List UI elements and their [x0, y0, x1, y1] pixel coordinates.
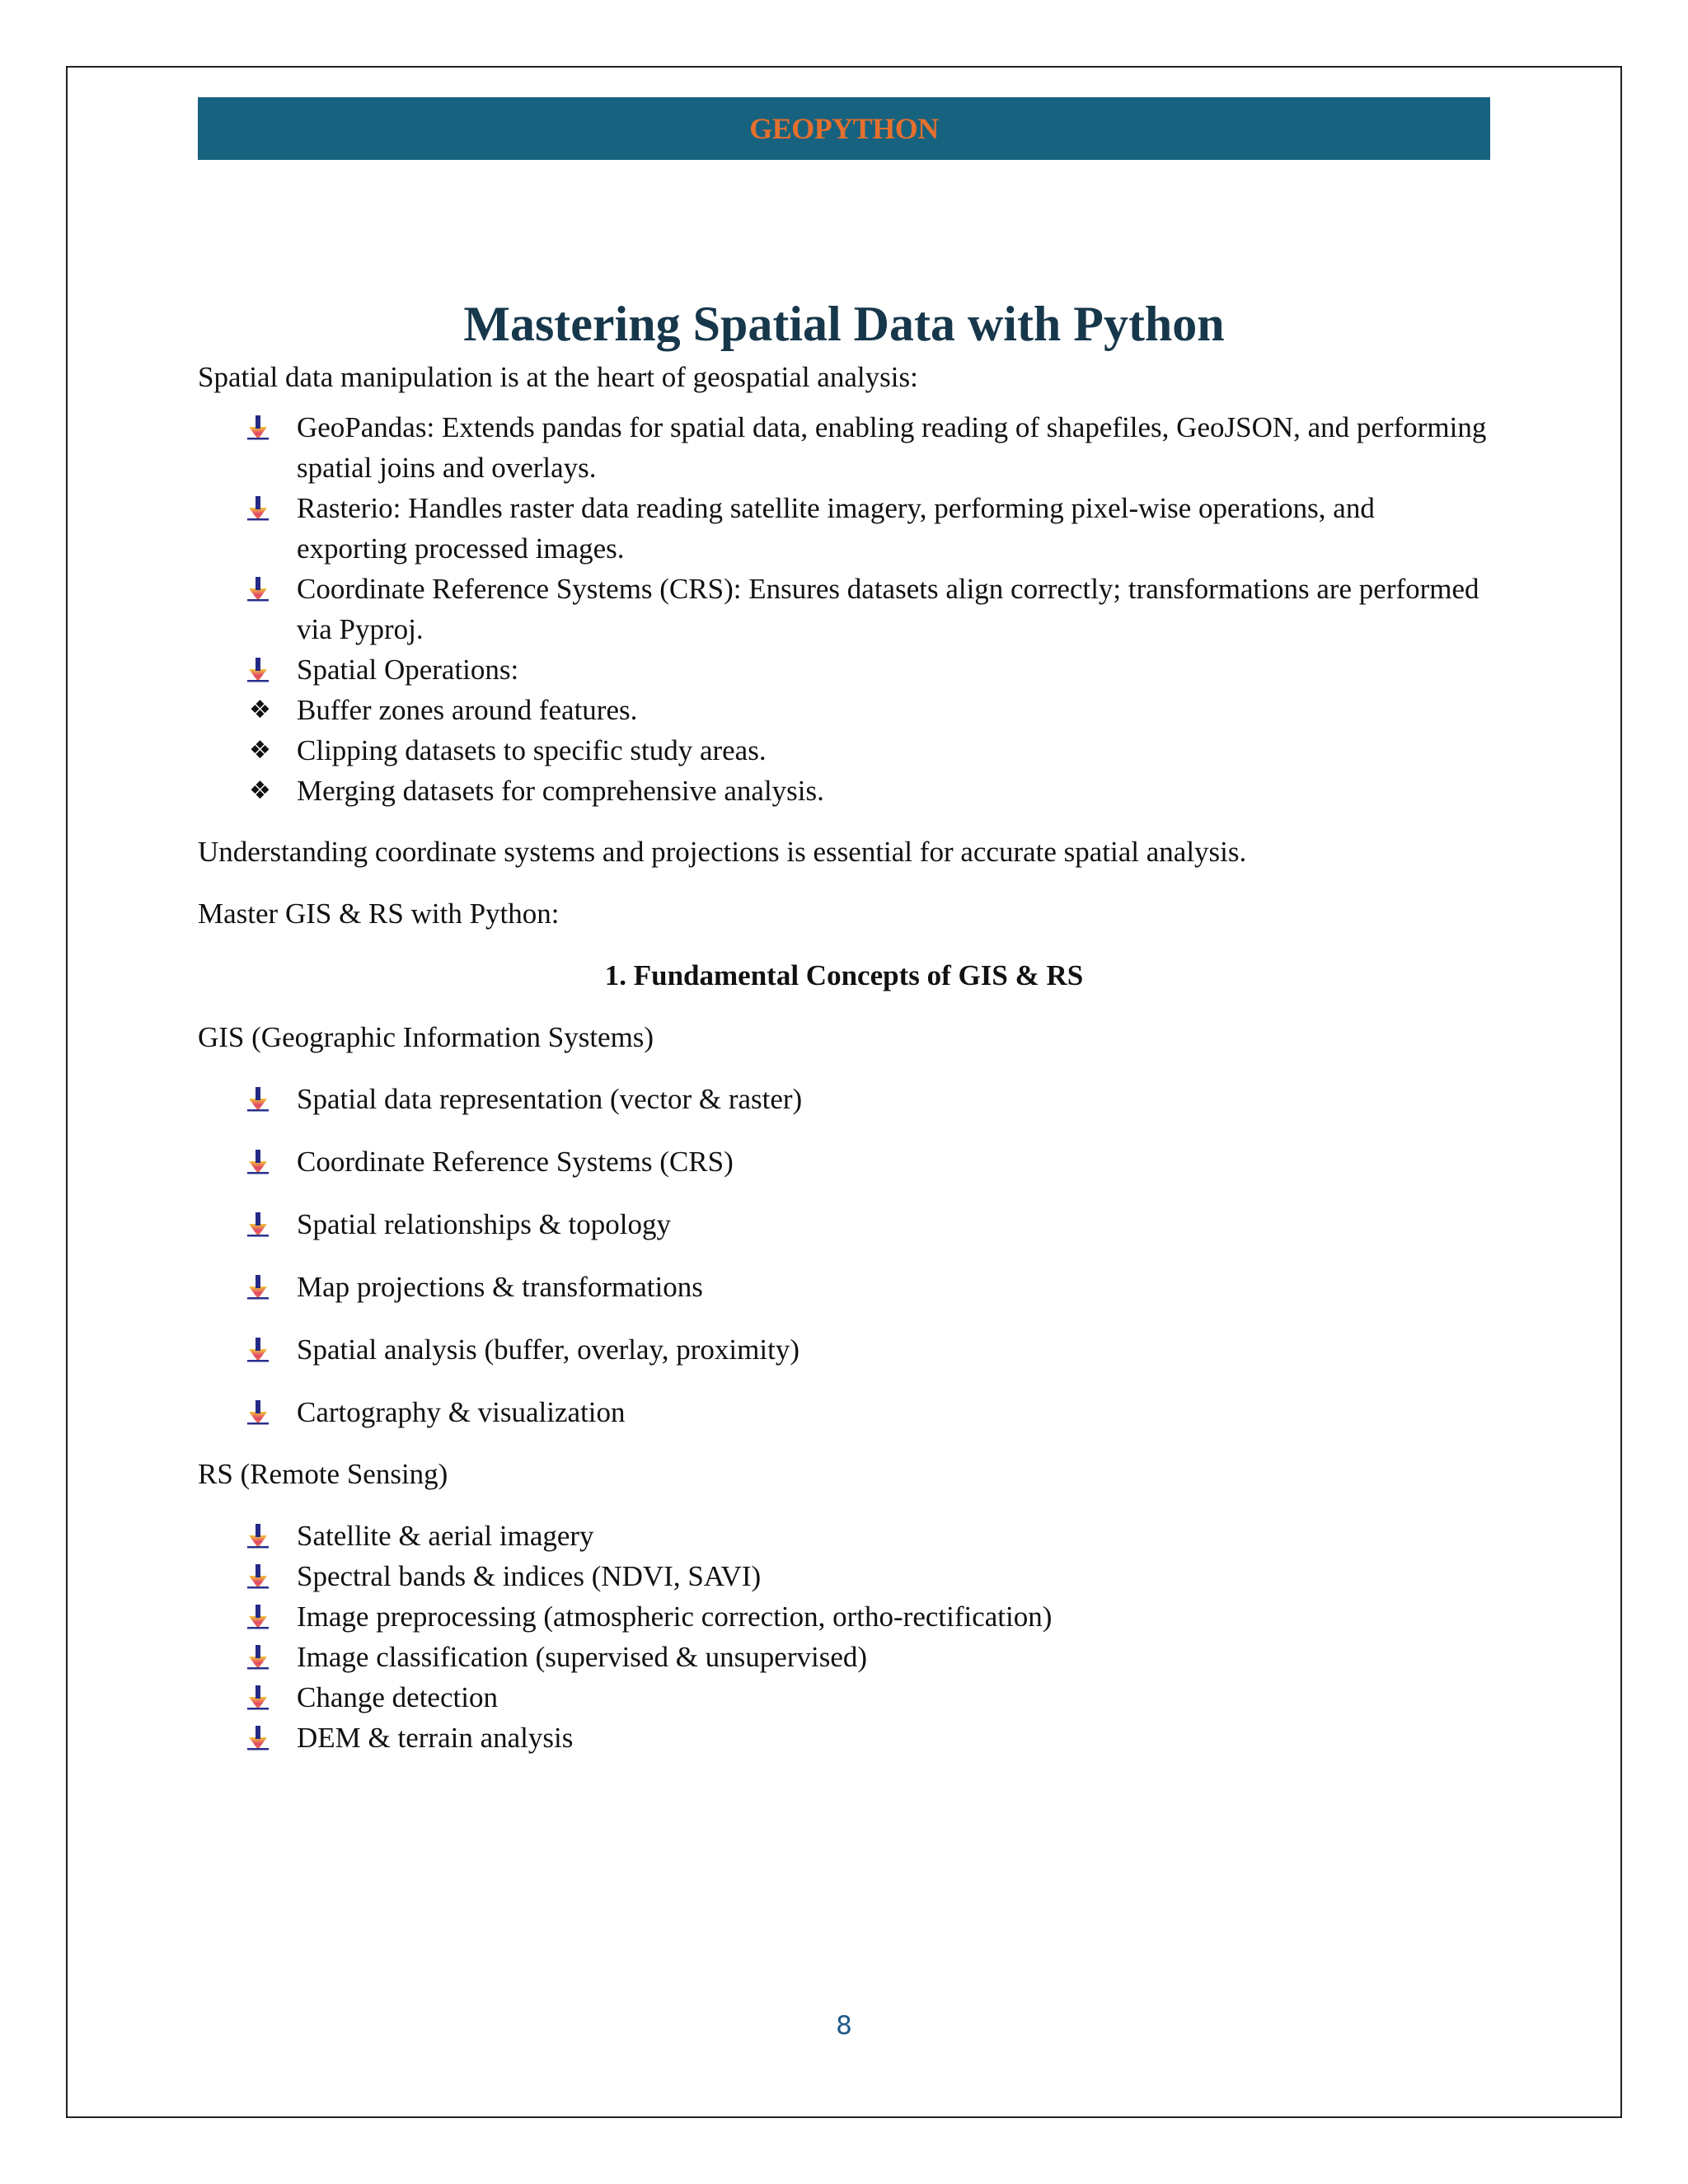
list-item-text: Satellite & aerial imagery: [297, 1520, 594, 1552]
page-number: 8: [836, 2011, 852, 2041]
down-arrow-bullet-icon: [247, 1685, 269, 1710]
list-item-text: Image classification (supervised & unsupervised): [297, 1641, 868, 1673]
list-item: [198, 1267, 1490, 1307]
list-item: [198, 488, 1490, 569]
list-item: [198, 1556, 1490, 1596]
down-arrow-bullet-icon: [247, 1150, 269, 1174]
four-diamond-bullet-icon: ❖: [249, 776, 271, 805]
list-item-text: Buffer zones around features.: [297, 694, 638, 726]
understanding-text: Understanding coordinate systems and projections is essential for accurate spatial analysis.: [198, 836, 1247, 868]
page-title: Mastering Spatial Data with Python: [463, 297, 1225, 351]
spatial-operations-list: [249, 690, 1490, 811]
list-item: [198, 1516, 1490, 1556]
down-arrow-bullet-icon: [247, 496, 269, 521]
list-item-text: Change detection: [297, 1681, 498, 1713]
list-item-text: Map projections & transformations: [297, 1271, 703, 1303]
list-item: [198, 1596, 1490, 1637]
section-heading: 1. Fundamental Concepts of GIS & RS: [604, 959, 1084, 991]
rs-heading: RS (Remote Sensing): [198, 1458, 448, 1490]
spatial-tools-list: [198, 407, 1490, 811]
master-text: Master GIS & RS with Python:: [198, 898, 560, 930]
list-item: [249, 730, 1490, 771]
list-item: [198, 407, 1490, 488]
gis-heading: GIS (Geographic Information Systems): [198, 1021, 654, 1053]
list-item: [198, 649, 1490, 811]
list-item-text: Rasterio: Handles raster data reading satellite imagery, performing pixel-wise operations, and exporting processed images.: [297, 492, 1375, 565]
down-arrow-bullet-icon: [247, 1726, 269, 1750]
list-item-text: Spatial Operations:: [297, 654, 519, 686]
down-arrow-bullet-icon: [247, 1524, 269, 1549]
down-arrow-bullet-icon: [247, 1605, 269, 1629]
list-item-text: Coordinate Reference Systems (CRS): [297, 1146, 734, 1178]
down-arrow-bullet-icon: [247, 1645, 269, 1670]
list-item: [198, 1718, 1490, 1758]
page-content: [198, 293, 1490, 1758]
list-item: [249, 771, 1490, 811]
list-item: [198, 569, 1490, 649]
down-arrow-bullet-icon: [247, 658, 269, 682]
list-item-text: Spatial data representation (vector & raster): [297, 1083, 803, 1115]
list-item-text: GeoPandas: Extends pandas for spatial data, enabling reading of shapefiles, GeoJSON, and performing spatial joins and overlays.: [297, 411, 1487, 484]
list-item-text: Merging datasets for comprehensive analysis.: [297, 775, 824, 807]
down-arrow-bullet-icon: [247, 1564, 269, 1589]
down-arrow-bullet-icon: [247, 1400, 269, 1425]
down-arrow-bullet-icon: [247, 1087, 269, 1112]
down-arrow-bullet-icon: [247, 1275, 269, 1300]
list-item-text: Clipping datasets to specific study areas.: [297, 734, 767, 766]
down-arrow-bullet-icon: [247, 577, 269, 602]
four-diamond-bullet-icon: ❖: [249, 696, 271, 724]
four-diamond-bullet-icon: ❖: [249, 736, 271, 765]
rs-list: [198, 1516, 1490, 1758]
down-arrow-bullet-icon: [247, 1212, 269, 1237]
header-bar: [198, 97, 1490, 160]
gis-list: [198, 1079, 1490, 1432]
list-item-text: Image preprocessing (atmospheric correction, ortho-rectification): [297, 1601, 1053, 1633]
intro-text: Spatial data manipulation is at the heart of geospatial analysis:: [198, 361, 918, 393]
list-item-text: Spatial relationships & topology: [297, 1208, 671, 1240]
list-item: [198, 1204, 1490, 1244]
list-item: [198, 1392, 1490, 1432]
list-item: [198, 1637, 1490, 1677]
list-item-text: DEM & terrain analysis: [297, 1722, 574, 1754]
list-item-text: Spectral bands & indices (NDVI, SAVI): [297, 1560, 762, 1592]
list-item: [198, 1079, 1490, 1119]
list-item: [198, 1329, 1490, 1370]
header-title: GEOPYTHON: [749, 112, 939, 145]
list-item-text: Spatial analysis (buffer, overlay, proximity): [297, 1333, 799, 1366]
list-item: [249, 690, 1490, 730]
list-item-text: Cartography & visualization: [297, 1396, 626, 1428]
list-item: [198, 1141, 1490, 1182]
down-arrow-bullet-icon: [247, 415, 269, 440]
list-item: [198, 1677, 1490, 1718]
list-item-text: Coordinate Reference Systems (CRS): Ensures datasets align correctly; transformations are performed via Pyproj.: [297, 573, 1479, 645]
down-arrow-bullet-icon: [247, 1338, 269, 1362]
